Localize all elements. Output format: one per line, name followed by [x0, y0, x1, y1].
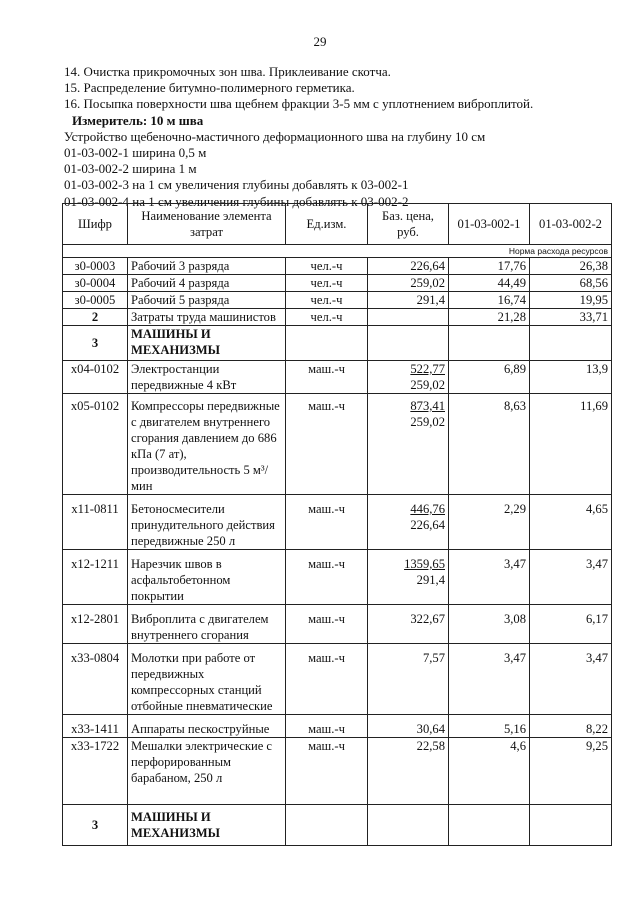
table-row — [63, 394, 612, 495]
row-value-1: 3,47 — [449, 644, 530, 715]
table-row — [63, 738, 612, 805]
section-code: 3 — [63, 805, 128, 846]
variant-3: 01-03-002-3 на 1 см увеличения глубины добавлять к 03-002-1 — [64, 177, 409, 193]
row-code: х11-0811 — [63, 495, 128, 550]
row-value-1: 2,29 — [449, 495, 530, 550]
row-unit: маш.-ч — [286, 550, 368, 605]
row-value-2: 11,69 — [530, 394, 612, 495]
row-price — [368, 550, 449, 605]
row-value-2: 33,71 — [530, 309, 612, 326]
price-machine: 1359,65 — [404, 557, 445, 571]
table-row — [63, 605, 612, 644]
row-name: Рабочий 4 разряда — [128, 275, 286, 292]
norm-label-row — [63, 245, 612, 258]
table-row — [63, 715, 612, 738]
row-price: 30,64 — [368, 715, 449, 738]
price-machine: 522,77 — [410, 362, 445, 376]
price-operator: 226,64 — [410, 518, 445, 532]
price-operator: 259,02 — [410, 415, 445, 429]
meter-label: Измеритель: 10 м шва — [72, 112, 204, 128]
step-14: 14. Очистка прикромочных зон шва. Приклеивание скотча. — [64, 64, 391, 79]
row-unit: маш.-ч — [286, 361, 368, 394]
row-code: х05-0102 — [63, 394, 128, 495]
row-unit: маш.-ч — [286, 495, 368, 550]
variant-1: 01-03-002-1 ширина 0,5 м — [64, 145, 207, 161]
row-code: х33-1722 — [63, 738, 128, 805]
row-code: з0-0005 — [63, 292, 128, 309]
row-code: х33-1411 — [63, 715, 128, 738]
row-code: 2 — [63, 309, 128, 326]
row-unit: чел.-ч — [286, 292, 368, 309]
section-title: МАШИНЫ И МЕХАНИЗМЫ — [128, 805, 286, 846]
header-name: Наименование элемента затрат — [128, 204, 286, 245]
price-operator: 291,4 — [416, 573, 445, 587]
resource-norms-table — [62, 203, 612, 846]
price-operator: 259,02 — [410, 378, 445, 392]
row-name: Бетоносмесители принудительного действия передвижные 250 л — [128, 495, 286, 550]
row-price — [368, 394, 449, 495]
step-15: 15. Распределение битумно-полимерного герметика. — [64, 80, 355, 96]
row-name: Аппараты пескоструйные — [128, 715, 286, 738]
section-row — [63, 326, 612, 361]
table-row — [63, 292, 612, 309]
row-name: Затраты труда машинистов — [128, 309, 286, 326]
price-machine: 446,76 — [410, 502, 445, 516]
row-value-2: 9,25 — [530, 738, 612, 805]
row-name: Молотки при работе от передвижных компрессорных станций отбойные пневматические — [128, 644, 286, 715]
row-name: Нарезчик швов в асфальтобетонном покрытии — [128, 550, 286, 605]
row-value-1: 5,16 — [449, 715, 530, 738]
table-row — [63, 644, 612, 715]
row-value-1: 6,89 — [449, 361, 530, 394]
row-value-2: 3,47 — [530, 644, 612, 715]
row-price: 226,64 — [368, 258, 449, 275]
step-16: 16. Посыпка поверхности шва щебнем фракции 3-5 мм с уплотнением виброплитой. — [64, 96, 534, 112]
row-value-2: 6,17 — [530, 605, 612, 644]
table-header-row — [63, 204, 612, 245]
row-name: Рабочий 3 разряда — [128, 258, 286, 275]
row-name: Рабочий 5 разряда — [128, 292, 286, 309]
row-unit: маш.-ч — [286, 738, 368, 805]
page-number: 29 — [313, 34, 327, 49]
row-value-2: 26,38 — [530, 258, 612, 275]
row-code: з0-0004 — [63, 275, 128, 292]
row-code: х33-0804 — [63, 644, 128, 715]
row-value-2: 68,56 — [530, 275, 612, 292]
row-name: Электростанции передвижные 4 кВт — [128, 361, 286, 394]
work-description: Устройство щебеночно-мастичного деформационного шва на глубину 10 см — [64, 128, 486, 144]
section-row-repeat — [63, 805, 612, 846]
table-row — [63, 495, 612, 550]
row-value-1: 44,49 — [449, 275, 530, 292]
row-unit: маш.-ч — [286, 605, 368, 644]
row-price: 7,57 — [368, 644, 449, 715]
header-code: Шифр — [63, 204, 128, 245]
row-value-1: 4,6 — [449, 738, 530, 805]
row-value-1: 3,47 — [449, 550, 530, 605]
row-value-2: 8,22 — [530, 715, 612, 738]
row-unit: маш.-ч — [286, 394, 368, 495]
section-code: 3 — [63, 326, 128, 361]
row-price — [368, 361, 449, 394]
row-unit: чел.-ч — [286, 275, 368, 292]
row-value-1: 8,63 — [449, 394, 530, 495]
row-unit: маш.-ч — [286, 715, 368, 738]
variant-4: 01-03-002-4 на 1 см увеличения глубины добавлять к 03-002-2 — [64, 193, 409, 209]
price-machine: 873,41 — [410, 399, 445, 413]
row-value-2: 3,47 — [530, 550, 612, 605]
row-name: Компрессоры передвижные с двигателем внутреннего сгорания давлением до 686 кПа (7 ат), производительность 5 м³/мин — [128, 394, 286, 495]
header-price: Баз. цена, руб. — [368, 204, 449, 245]
header-variant-2: 01-03-002-2 — [530, 204, 612, 245]
row-value-2: 19,95 — [530, 292, 612, 309]
row-value-1: 17,76 — [449, 258, 530, 275]
row-value-1: 16,74 — [449, 292, 530, 309]
variant-2: 01-03-002-2 ширина 1 м — [64, 161, 197, 177]
row-code: х12-2801 — [63, 605, 128, 644]
row-value-1: 3,08 — [449, 605, 530, 644]
row-value-2: 13,9 — [530, 361, 612, 394]
row-price: 291,4 — [368, 292, 449, 309]
table-row — [63, 550, 612, 605]
row-name: Виброплита с двигателем внутреннего сгорания — [128, 605, 286, 644]
row-code: з0-0003 — [63, 258, 128, 275]
row-price: 22,58 — [368, 738, 449, 805]
row-name: Мешалки электрические с перфорированным барабаном, 250 л — [128, 738, 286, 805]
table-row — [63, 275, 612, 292]
header-unit: Ед.изм. — [286, 204, 368, 245]
machinist-row — [63, 309, 612, 326]
norm-label: Норма расхода ресурсов — [63, 245, 612, 258]
table-row — [63, 258, 612, 275]
row-value-1: 21,28 — [449, 309, 530, 326]
row-price — [368, 495, 449, 550]
row-unit: чел.-ч — [286, 309, 368, 326]
table-row — [63, 361, 612, 394]
row-price — [368, 309, 449, 326]
row-code: х12-1211 — [63, 550, 128, 605]
intro-block — [64, 64, 624, 210]
header-variant-1: 01-03-002-1 — [449, 204, 530, 245]
row-price: 322,67 — [368, 605, 449, 644]
section-title: МАШИНЫ И МЕХАНИЗМЫ — [128, 326, 286, 361]
row-price: 259,02 — [368, 275, 449, 292]
row-value-2: 4,65 — [530, 495, 612, 550]
row-code: х04-0102 — [63, 361, 128, 394]
row-unit: чел.-ч — [286, 258, 368, 275]
row-unit: маш.-ч — [286, 644, 368, 715]
